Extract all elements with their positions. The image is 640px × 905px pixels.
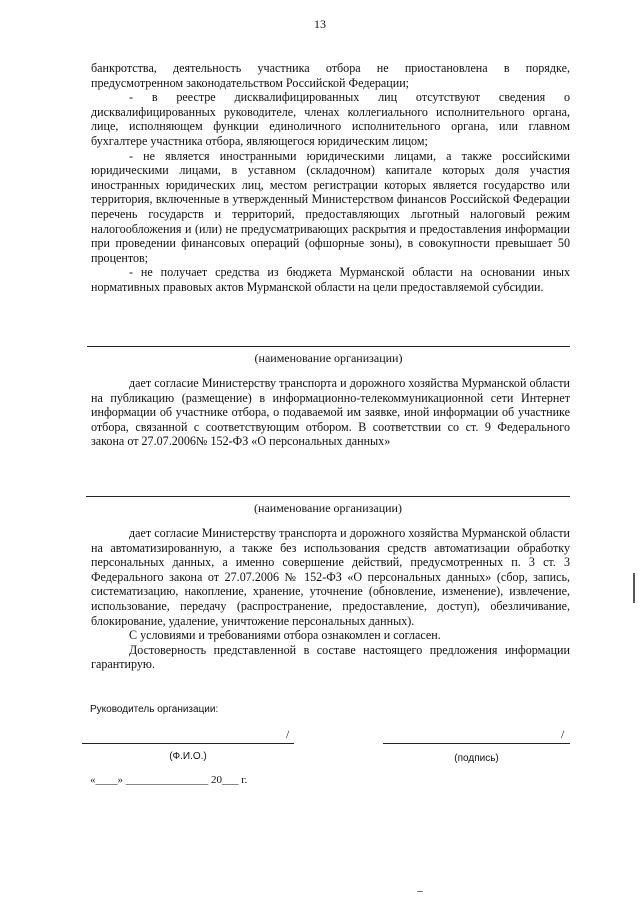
agreement-text: С условиями и требованиями отбора ознакомлен и согласен. [129,628,441,643]
condition-paragraph: - в реестре дисквалифицированных лиц отсутствуют сведения о дисквалифицированных руководителе, членах коллегиального исполнительного органа, лице, исполняющем функции единоличного исполнительного органа, или главном бухгалтере участника отбора, являющегося юридическим лицом; [91,90,570,148]
organization-name-line-1 [87,346,570,347]
date-line: «____» _______________ 20___ г. [90,774,248,786]
fio-line [82,743,294,744]
head-label: Руководитель организации: [90,704,219,715]
signature-slash: / [561,727,565,741]
signature-caption: (подпись) [454,753,499,764]
signature-line [383,743,570,744]
reliability-text: Достоверность представленной в составе настоящего предложения информации гарантирую. [91,642,570,672]
page-number: 13 [314,17,326,31]
edge-mark [633,573,635,603]
page-edge-dash [417,891,423,892]
organization-name-caption-2: (наименование организации) [254,501,402,515]
organization-name-line-2 [86,496,570,497]
condition-paragraph: банкротства, деятельность участника отбора не приостановлена в порядке, предусмотренном законодательством Российской Федерации; [91,61,570,90]
consent-publication-text: дает согласие Министерству транспорта и дорожного хозяйства Мурманской области на публикацию (размещение) в информационно-телекоммуникационной сети Интернет информации об участнике отбора, о подаваемой им заявке, иной информации об участнике отбора, связанной с соответствующим отбором. В соответствии со ст. 9 Федерального закона от 27.07.2006№ 152-ФЗ «О персональных данных» [91,376,570,449]
consent-personal-data-text: дает согласие Министерству транспорта и дорожного хозяйства Мурманской области на автоматизированную, а также без использования средств автоматизации обработку персональных данных, а именно совершение действий, предусмотренных п. 3 ст. 3 Федерального закона от 27.07.2006 № 152-ФЗ «О персональных данных» (сбор, запись, систематизацию, накопление, хранение, уточнение (обновление, изменение), извлечение, использование, передачу (распространение, предоставление, доступ), обезличивание, блокирование, удаление, уничтожение персональных данных). [91,526,570,628]
conditions-block [91,61,570,295]
consent-personal-data [91,526,570,672]
consent-publication [91,376,570,449]
fio-caption: (Ф.И.О.) [169,751,207,762]
fio-slash: / [286,727,290,741]
condition-paragraph: - не получает средства из бюджета Мурманской области на основании иных нормативных правовых актов Мурманской области на цели предоставляемой субсидии. [91,265,570,294]
condition-paragraph: - не является иностранными юридическими лицами, а также российскими юридическими лицами, в уставном (складочном) капитале которых доля участия иностранных юридических лиц, местом регистрации которых является государство или территория, включенные в утвержденный Министерством финансов Российской Федерации перечень государств и территорий, предоставляющих льготный налоговый режим налогообложения и (или) не предусматривающих раскрытия и предоставления информации при проведении финансовых операций (офшорные зоны), в совокупности превышает 50 процентов; [91,148,570,265]
organization-name-caption-1: (наименование организации) [254,351,403,365]
